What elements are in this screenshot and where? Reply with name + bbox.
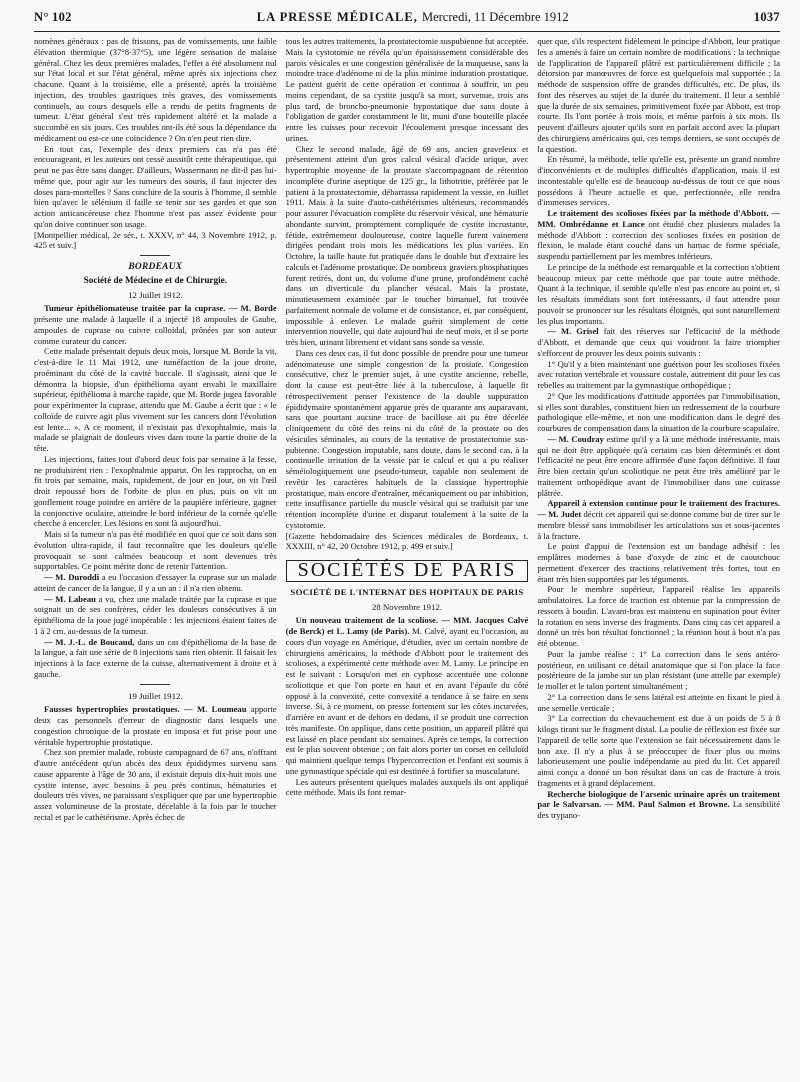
- paragraph: Dans ces deux cas, il fut donc possible de prendre pour une tumeur adénomateuse une simple congestion de la prostate. Congestion consécutive, chez le premier sujet, à une cystite ancienne, rebelle, dont la cause est peut-être liée à la tuberculose, à laquelle fit rétrospectivement penser l'existence de la double suppuration épididymaire spontanément apparue près de quarante ans auparavant, sans que pourtant aucune trace de bacillose ait pu être décelée cliniquement du côté des reins ni du côté de la prostate ou des vésicules séminales, au cours de la tentative de prostatectomie sus-pubienne. Congestion imputable, sans doute, dans le second cas, à la continuelle irritation de la vessie par le calcul et qui a pu réaliser séméiologiquement une pseudo-tumeur, capable non seulement de revêtir les caractères habituels de la classique hypertrophie prostatique, mais encore d'entraîner, mécaniquement ou par inhibition, cette insuffisance partielle du muscle vésical qui se traduisit par une rétention incomplète d'urine et disparut totalement à la suite de la cystotomie.: [285, 347, 529, 530]
- discussion: [537, 434, 780, 499]
- issue-date: Mercredi, 11 Décembre 1912: [421, 10, 569, 24]
- discussion-text: fait des réserves sur l'efficacité de la méthode d'Abbott, et demande que ceux qui voudront la faire triompher s'efforcent de prouver les deux points suivants :: [537, 326, 781, 358]
- list-item: 2° Que les modifications d'attitude apportées par l'immobilisation, si elles sont durables, constituent bien un redressement de la courbure pathologique elle-même, et non une modification dans le degré des courbures de compensation dans la situation de la courbure scapulaire.: [537, 390, 781, 433]
- paragraph: En résumé, la méthode, telle qu'elle est, présente un grand nombre d'inconvénients et de multiples difficultés d'application, mais il est incontestable qu'elle est de beaucoup au-dessus de tout ce que nous possédons à l'heure actuelle et que, perfectionnée, elle rendra d'immenses services.: [537, 154, 781, 208]
- paragraph: Cette malade présentait depuis deux mois, lorsque M. Borde la vit, c'est-à-dire le 11 Mai 1912, une tuméfaction de la joue droite, proéminant du côté de la cavité buccale. Il s'agissait, ainsi que le démontra la biopsie, d'un épithélioma ayant envahi le maxillaire supérieur, épithélioma à marche rapide, que M. Borde jugea favorable pour expérimenter la cuprase, attendu que M. Gaube a écrit que : « le colloïde de cuivre agit plus vivement sur les cancers dont l'évolution est lente... ». A ce moment, il n'existait pas d'exophtalmie, mais la malade se plaignait de douleurs vives dans toute la partie droite de la tête.: [34, 346, 277, 453]
- running-title: [257, 10, 569, 25]
- society-heading: Société de Médecine et de Chirurgie.: [83, 274, 228, 285]
- list-item: 2° La correction dans le sens latéral est atteinte en fixant le pied à une semelle verticale ;: [537, 691, 781, 713]
- discussion: [34, 572, 277, 594]
- communication: [34, 704, 277, 747]
- communication: [537, 789, 780, 821]
- paragraph: Chez le second malade, âgé de 69 ans, ancien graveleux et présentement atteint d'un gros calcul vésical d'acide urique, avec hypertrophie moyenne de la prostate s'accompagnant de rétention incomplète d'urine aseptique de 125 gr., la lithotritie, préférée par le patient à la prostatectomie, débarrassa rapidement la vessie, en Juillet 1911. Mais à la suite d'auto-cathétérismes ultérieurs, recommandés pour assurer l'évacuation complète du réservoir vésical, une hématurie abondante survint, promptement compliquée de cystite incrustante, fétide, extrêmement douloureuse, contre laquelle furent vainement dirigées pendant trois mois les médications les plus variées. En Octobre, la taille haute fut pratiquée dans le double but d'extraire les calculs et l'adénome prostatique. De nombreux graviers phosphatiques furent retirés, dont un, du volume d'une prune, profondément caché dans un diverticule du plancher vésical. Mais la prostate, minutieusement examinée par le toucher bimanuel, fut trouvée parfaitement normale de volume et de consistance, et, par conséquent, impossible à enlever. Le malade guérit simplement de cette intervention nouvelle, qui date aujourd'hui de neuf mois, et il se porte très bien, urinant librement et vidant sans sonde sa vessie.: [285, 143, 529, 347]
- column-1: [34, 36, 277, 1076]
- discussion-text: estime qu'il y a là une méthode intéressante, mais qui ne doit être appliquée qu'à certains cas bien déterminés et dont l'efficacité ne peut être encore affirmée d'une façon définitive. Il faut être bien certain qu'un scoliotique ne peut être très amélioré par le traitement orthopédique avant de l'immobiliser dans une cuirasse plâtrée.: [537, 433, 781, 498]
- journal-name: LA PRESSE MÉDICALE,: [256, 10, 418, 24]
- communication-text: ont étudié chez plusieurs malades la méthode d'Abbott : correction des scolioses fixées en position de flexion, le malade étant couché dans un hamac de forme spéciale, suspendu partiellement par les membres inférieurs.: [537, 218, 781, 261]
- paragraph: Les auteurs présentent quelques malades auxquels ils ont appliqué cette méthode. Mais ils font remar-: [285, 776, 529, 798]
- discussion-text: dans un cas d'épithélioma de la base de la langue, a fait une série de 8 injections sans rien obtenir. Il faisait les injections à la face externe de la cuisse, alternativement à droite et à gauche.: [34, 636, 277, 679]
- author: — MM. Jacques Calvé (de Berck) et L. Lamy (de Paris).: [285, 615, 529, 636]
- columns: [34, 36, 780, 1076]
- issue-number: N° 102: [34, 10, 72, 24]
- paragraph: Le principe de la méthode est remarquable et la correction s'obtient beaucoup mieux par cette méthode que par toute autre méthode. Quant à la technique, il semble qu'elle n'est pas encore au point et, si les résultats immédiats sont fort intéressants, il faut attendre pour pouvoir se prononcer sur les résultats éloignés, qui sont naturellement les plus importants.: [537, 261, 781, 326]
- communication-text: La sensibilité des trypano-: [537, 799, 781, 820]
- discussion-text: a eu l'occasion d'essayer la cuprase sur un malade atteint de cancer de la langue, il y a un an : il n'a rien obtenu.: [34, 572, 277, 593]
- author: — M. Judet: [537, 509, 582, 519]
- divider: [140, 255, 170, 256]
- communication-text: présente une malade à laquelle il a injecté 18 ampoules de Gaube, ampoules de cuprase ou cuivre colloïdal, prônées par son auteur comme curateur du cancer.: [34, 314, 277, 346]
- paragraph: Pour la jambe réalise : 1° La correction dans le sens antéro-postérieur, en utilisant ce détail anatomique que si l'on place la face postérieure de la jambe sur un plan résistant (une attelle par exemple) le mollet et le talon portent simultanément ;: [537, 648, 781, 691]
- author: — M. Borde: [228, 303, 277, 314]
- session-date: 28 Novembre 1912.: [371, 601, 443, 612]
- list-item: 3° La correction du chevauchement est due à un poids de 5 à 8 kilogs tirant sur le fragment distal. La poulie de réflexion est fixée sur l'appareil de telle sorte que l'extension se fait nécessairement dans le bon axe. Il n'y a plus à se préoccuper de fixer plus ou moins laborieusement une poulie indépendante au pied du lit. Cet appareil ainsi conçu a donné un bon résultat dans un cas de fracture à trois fragments et à grand déplacement.: [537, 713, 781, 788]
- communication-title: Un nouveau traitement de la scoliose.: [295, 615, 438, 626]
- paragraph: Mais si la tumeur n'a pas été modifiée en quoi que ce soit dans son évolution ultra-rapide, il faut reconnaître que les douleurs qu'elle provoquait se sont calmées beaucoup et sont devenues très supportables. Ce point mérite donc de retenir l'attention.: [34, 529, 277, 572]
- page-header: [34, 10, 780, 26]
- communication: [537, 208, 780, 262]
- communication: [537, 498, 780, 541]
- session-date: 12 Juillet 1912.: [128, 289, 183, 300]
- author: — M. Labeau: [44, 593, 96, 604]
- communication-title: Appareil à extension continue pour le traitement des fractures.: [547, 498, 781, 509]
- divider: [140, 684, 170, 685]
- city-heading: BORDEAUX: [128, 262, 183, 272]
- section-banner: SOCIÉTÉS DE PARIS: [286, 560, 529, 582]
- column-3: [537, 36, 780, 1076]
- column-2: [286, 36, 529, 1076]
- discussion: [537, 326, 780, 358]
- paragraph: Chez son premier malade, robuste campagnard de 67 ans, n'offrant d'autre antécédent qu'un abcès des deux épididymes survenu sans cause apparente à l'âge de 30 ans, il existait depuis dix-huit mois une cystite intense, avec besoins à peu près continus, hématuries et douleurs très vives, ne paraissant s'expliquer que par une hypertrophie assez volumineuse de la prostate, décelable à la fois par le toucher rectal et par le cathétérisme. Après échec de: [34, 747, 277, 822]
- citation: [Montpellier médical, 2e sér., t. XXXV, n° 44, 3 Novembre 1912, p. 425 et suiv.]: [34, 229, 277, 251]
- header-rule: [34, 31, 780, 32]
- author: — MM. Ombrédanne et Lance: [537, 208, 781, 229]
- discussion: [34, 594, 277, 637]
- session-date: 19 Juillet 1912.: [128, 690, 183, 701]
- communication-title: Le traitement des scolioses fixées par la méthode d'Abbott.: [547, 208, 769, 218]
- author: — M. Coudray: [547, 433, 604, 444]
- paragraph: Pour le membre supérieur, l'appareil réalise les appareils ambulatoires. La force de traction est obtenue par la compression de ressorts à boudin. L'avant-bras est maintenu en supination pour éviter la rotation en sens inverse des fragments. Dans cinq cas cet appareil a donné un très bon résultat fonctionnel ; la réunion bout à bout n'a pas été obtenue.: [537, 584, 781, 648]
- society-heading: SOCIÉTÉ DE L'INTERNAT DES HOPITAUX DE PARIS: [290, 586, 524, 597]
- communication: [34, 303, 277, 346]
- communication-text: décrit cet appareil qui se donne comme but de tirer sur le membre blessé sans immobiliser les articulations sus et sous-jacentes à la fracture.: [537, 509, 781, 541]
- folio: 1037: [753, 10, 780, 24]
- paragraph: tous les autres traitements, la prostatectomie suspubienne fut acceptée. Mais la cystotomie ne révéla qu'un épaississement considérable des parois vésicales et une congestion généralisée de la muqueuse, sans la moindre trace d'adénome ni de la plus minime induration prostatique. Le patient guérit de cette opération et continua à souffrir, un peu moins cependant, de sa cystite jusqu'à sa mort, survenue, trois ans plus tard, de broncho-pneumonie hypostatique due sans doute à l'obligation de garder constamment le lit, muni d'une bouteille placée entre les cuisses pour recevoir l'écoulement presque incessant des urines.: [285, 36, 529, 143]
- citation: [Gazette hebdomadaire des Sciences médicales de Bordeaux, t. XXXIII, n° 42, 20 Octobre 1912, p. 499 et suiv.]: [285, 530, 529, 552]
- paragraph: Le point d'appui de l'extension est un bandage adhésif : les emplâtres modernes à base d'oxyde de zinc et de caoutchouc permettent d'exercer des tractions relativement très fortes, tout en étant très bien supportées par les téguments.: [537, 541, 781, 584]
- communication-text: apporte deux cas personnels d'erreur de diagnostic dans lesquels une congestion chronique de la prostate en imposa et fut prise pour une véritable hypertrophie prostatique.: [34, 704, 277, 747]
- author: — M. Loumeau: [184, 704, 247, 715]
- communication: [286, 615, 529, 776]
- author: — MM. Paul Salmon et Browne.: [604, 799, 730, 810]
- discussion-text: a vu, chez une malade traitée par la cuprase et que soignait un de ses confrères, céder les douleurs consécutives à un épithélioma de la joue jugé inopérable : les injections étaient faites de 1 à 2 cm. au-dessus de la tumeur.: [34, 593, 277, 636]
- communication-title: Tumeur épithéliomateuse traitée par la cuprase.: [44, 303, 226, 314]
- paragraph: En tout cas, l'exemple des deux premiers cas n'a pas été encourageant, et les auteurs ont cessé aussitôt cette thérapeutique, qui peut ne pas être sans danger. D'ailleurs, Wassermann ne dit-il pas lui-même que, pour agir sur les tumeurs des souris, il faut injecter des doses para-mortelles ? Sans conclure de la souris à l'homme, il semble bien qu'avec le sélénium il faille se tenir sur ses gardes et que son action anticancéreuse chez l'homme n'est pas assez évidente pour qu'on doive continuer son usage.: [34, 143, 277, 229]
- author: — M. J.-L. de Boucaud,: [44, 636, 135, 647]
- list-item: 1° Qu'il y a bien maintenant une guérison pour les scolioses fixées avec rotation vertébrale et voussure costale, autrement dit pour les cas rebelles au traitement par la gymnastique orthopédique ;: [537, 358, 781, 390]
- communication-text: M. Calvé, ayant eu l'occasion, au cours d'un voyage en Amérique, d'étudier, avec un certain nombre de chirurgiens américains, la méthode d'Abbott pour le traitement des scolioses, a expérimenté cette méthode avec M. Lamy. Le principe en est le suivant : Lorsqu'on met en cyphose accentuée une colonne scoliotique et que l'on porte en haut et en avant l'épaule du côté opposé à la convexité, cette convexité a tendance à se faire en sens inverse. Si, à ce moment, on presse fortement sur les côtes incurvées, d'arrière en avant et de dehors en dedans, il se produit une correction très manifeste. On applique, dans cette position, un appareil plâtré qui est laissé en place pendant six semaines. Après ce temps, la correction est le plus souvent obtenue ; on fait alors porter un corset en celluloïd qui maintient quelque temps l'hypercorrection et l'enfant est soumis à une gymnastique spéciale qui est destinée à fortifier sa musculature.: [285, 626, 529, 776]
- discussion: [34, 637, 277, 680]
- paragraph: nomènes généraux : pas de frissons, pas de vomissements, une faible élévation thermique (37°8-37°5), une légère sensation de malaise général. Chez les deux premières malades, l'effet a été absolument nul sur l'état local et sur l'état général, même après six injections chez chacune. Quant à la troisième, elle a présenté, après la troisième injection, des troubles gastriques très graves, des vomissements continuels, au cours desquels elle a rendu de petits fragments de tumeur. L'état général s'est très rapidement altéré et la malade a succombé en six jours. Ces troubles ont-ils été sous la dépendance du médicament ou est-ce une coïncidence ? On n'en peut rien dire.: [34, 36, 277, 143]
- author: — M. Duroddi: [44, 572, 100, 582]
- communication-title: Recherche biologique de l'arsenic urinaire après un traitement par le Salvarsan.: [537, 788, 781, 810]
- paragraph: Les injections, faites tout d'abord deux fois par semaine à la fesse, ne produisirent rien : l'exophtalmie apparut. On les rapprocha, on en fit trois par semaine, mais, rapidement, de jour en jour, on vit l'œil droit repoussé hors de l'orbite de plus en plus, puis on vit un gonflement rouge poindre en arrière de la paupière inférieure, gagner la conjonctive oculaire, atteindre le bord inférieur de la cornée qu'elle cherche à encercler. Les lésions en sont là aujourd'hui.: [34, 453, 277, 529]
- paragraph: quer que, s'ils respectent fidèlement le principe d'Abbott, leur pratique les a amenés à faire un certain nombre de modifications : la technique de l'application de l'appareil plâtré est particulièrement difficile ; la détorsion par manœuvres de force est quelquefois mal supportée ; la méthode de suspension offre de grandes difficultés, etc. De plus, ils font des réserves au sujet de la durée du traitement. Il leur a semblé que la durée de six semaines, primitivement fixée par Abbott, est trop courte. Ils l'ont portée à trois mois, et même parfois à six mois. Ils peuvent d'ailleurs ajouter qu'ils sont en parfait accord avec la plupart des chirurgiens américains qui, ces temps derniers, se sont occupés de la question.: [537, 36, 781, 154]
- communication-title: Fausses hypertrophies prostatiques.: [44, 704, 180, 715]
- author: — M. Grisel: [547, 326, 599, 337]
